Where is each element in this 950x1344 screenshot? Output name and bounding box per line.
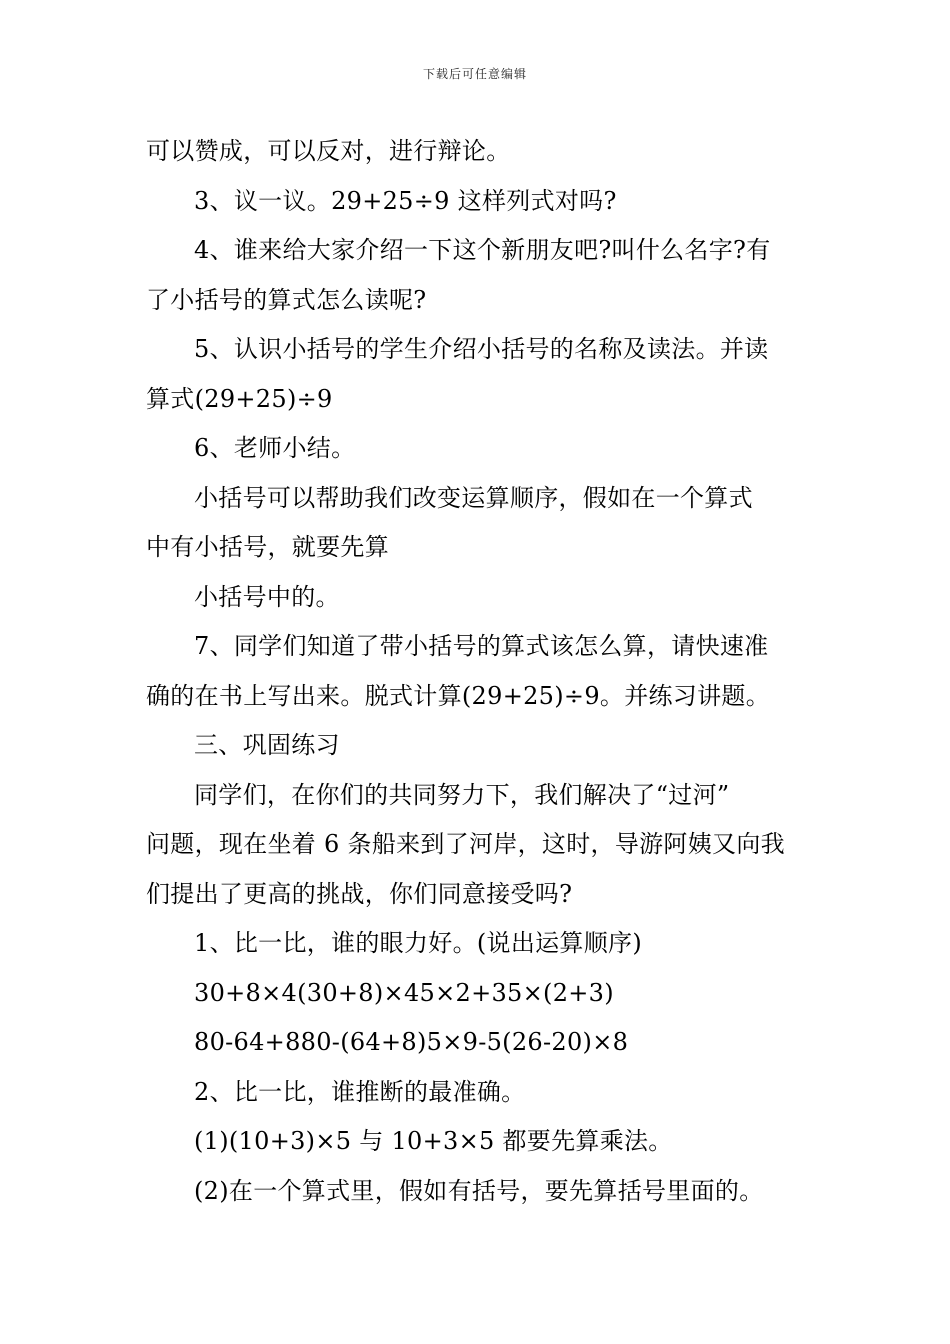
text-line: 确的在书上写出来。脱式计算(29+25)÷9。并练习讲题。 xyxy=(146,681,770,710)
text-line: 了小括号的算式怎么读呢? xyxy=(146,285,427,314)
section-heading: 三、巩固练习 xyxy=(194,731,340,759)
text-line: 1、比一比，谁的眼力好。(说出运算顺序) xyxy=(194,929,642,957)
text-line: (1)(10+3)×5 与 10+3×5 都要先算乘法。 xyxy=(194,1127,673,1155)
page-header: 下载后可任意编辑 xyxy=(422,67,527,81)
text-line: 中有小括号，就要先算 xyxy=(146,533,389,561)
text-line: 问题，现在坐着 6 条船来到了河岸，这时，导游阿姨又向我 xyxy=(146,830,785,858)
text-line: 4、谁来给大家介绍一下这个新朋友吧?叫什么名字?有 xyxy=(194,236,771,264)
text-line: 7、同学们知道了带小括号的算式该怎么算，请快速准 xyxy=(194,632,769,660)
text-line: 算式(29+25)÷9 xyxy=(146,384,333,413)
document-body xyxy=(146,127,812,1216)
text-line: 2、比一比，谁推断的最准确。 xyxy=(194,1077,526,1106)
text-line: 5、认识小括号的学生介绍小括号的名称及读法。并读 xyxy=(194,335,769,363)
text-line: (2)在一个算式里，假如有括号，要先算括号里面的。 xyxy=(194,1176,764,1205)
text-line: 3、议一议。29+25÷9 这样列式对吗? xyxy=(194,186,617,215)
text-line: 小括号中的。 xyxy=(194,582,340,611)
text-line: 6、老师小结。 xyxy=(194,434,356,462)
text-line: 小括号可以帮助我们改变运算顺序，假如在一个算式 xyxy=(194,483,753,512)
expression-line: 80-64+880-(64+8)5×9-5(26-20)×8 xyxy=(194,1028,629,1056)
text-line: 们提出了更高的挑战，你们同意接受吗? xyxy=(146,879,573,908)
text-line: 同学们，在你们的共同努力下，我们解决了“过河” xyxy=(194,780,730,809)
expression-line: 30+8×4(30+8)×45×2+35×(2+3) xyxy=(194,978,614,1007)
text-line: 可以赞成，可以反对，进行辩论。 xyxy=(146,137,511,165)
